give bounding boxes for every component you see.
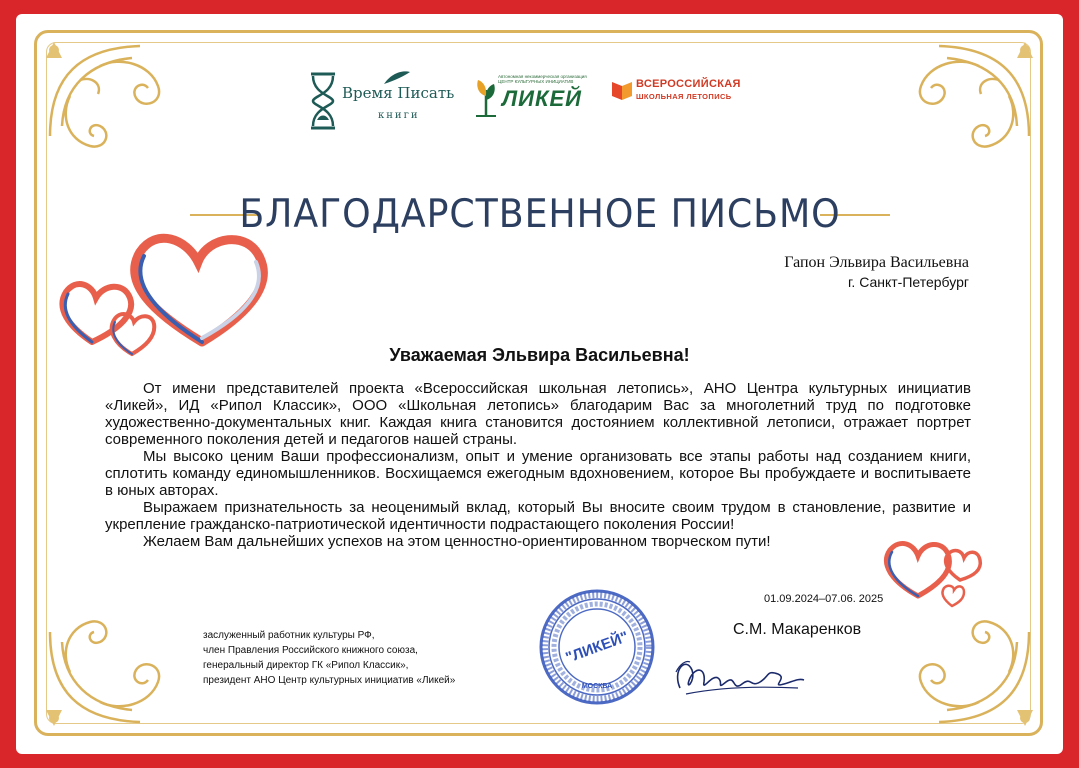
- letopis-line2: ШКОЛЬНАЯ ЛЕТОПИСЬ: [636, 92, 732, 101]
- hourglass-icon: [308, 72, 338, 130]
- sprout-icon: [474, 74, 498, 118]
- corner-ornament-top-right: [889, 36, 1039, 156]
- recipient-name: Гапон Эльвира Васильевна: [784, 254, 969, 271]
- position-line-1: заслуженный работник культуры РФ,: [203, 630, 375, 641]
- letopis-logo: [610, 74, 780, 114]
- likey-text: ЛИКЕЙ: [502, 86, 582, 111]
- handwritten-signature: [666, 648, 816, 704]
- date-range: 01.09.2024–07.06. 2025: [764, 593, 884, 605]
- ribbon-hearts-left: [52, 222, 282, 362]
- greeting: Уважаемая Эльвира Васильевна!: [389, 345, 690, 365]
- stamp-city-text: МОСКВА: [581, 683, 613, 690]
- recipient-city: г. Санкт-Петербург: [848, 274, 969, 290]
- position-line-3: генеральный директор ГК «Рипол Классик»,: [203, 660, 409, 671]
- letter-body: [105, 380, 971, 550]
- logo-knigi-text: книги: [378, 110, 420, 121]
- body-paragraph-1: От имени представителей проекта «Всероссийская школьная летопись», АНО Центра культурных инициатив «Ликей», ИД «Рипол Классик», ООО «Школьная летопись» благодарим Вас за многолетний труд по подготовке художественно-документальных книг. Каждая книга становится достоянием коллективной летописи, отражает портрет современного поколения детей и педагогов нашей страны.: [105, 380, 971, 448]
- logo-vremya-pisat-text: Время Писать: [342, 84, 455, 102]
- stamp-center-text: "ЛИКЕЙ": [563, 628, 631, 667]
- book-icon: [610, 78, 634, 102]
- signer-position: [203, 628, 455, 688]
- position-line-4: президент АНО Центр культурных инициатив «Ликей»: [203, 675, 456, 686]
- likey-org-text: Автономная некоммерческая организация ЦЕНТР КУЛЬТУРНЫХ ИНИЦИАТИВ: [498, 74, 587, 84]
- position-line-2: член Правления Российского книжного союза,: [203, 645, 418, 656]
- corner-ornament-bottom-left: [40, 612, 190, 732]
- feather-icon: [382, 70, 412, 86]
- body-paragraph-3: Выражаем признательность за неоценимый вклад, который Вы вносите своим трудом в становление, развитие и укрепление гражданско-патриотической идентичности подрастающего поколения России!: [105, 499, 971, 533]
- document-title: БЛАГОДАРСТВЕННОЕ ПИСЬМО: [239, 192, 841, 237]
- body-paragraph-4: Желаем Вам дальнейших успехов на этом ценностно-ориентированном творческом пути!: [143, 533, 771, 550]
- official-stamp: [538, 588, 656, 706]
- corner-ornament-top-left: [40, 36, 190, 156]
- corner-ornament-bottom-right: [889, 612, 1039, 732]
- likey-logo: [472, 72, 592, 122]
- letopis-line1: ВСЕРОССИЙСКАЯ: [636, 78, 741, 90]
- partner-logos: [300, 66, 780, 136]
- body-paragraph-2: Мы высоко ценим Ваши профессионализм, опыт и умение организовать все этапы работы над созданием книги, сплотить команду единомышленников. Восхищаемся ежегодным вдохновением, которое Вы пробуждаете и воспитываете в юных авторах.: [105, 448, 971, 499]
- vremya-pisat-logo: [308, 70, 458, 132]
- signer-name: С.М. Макаренков: [733, 621, 862, 638]
